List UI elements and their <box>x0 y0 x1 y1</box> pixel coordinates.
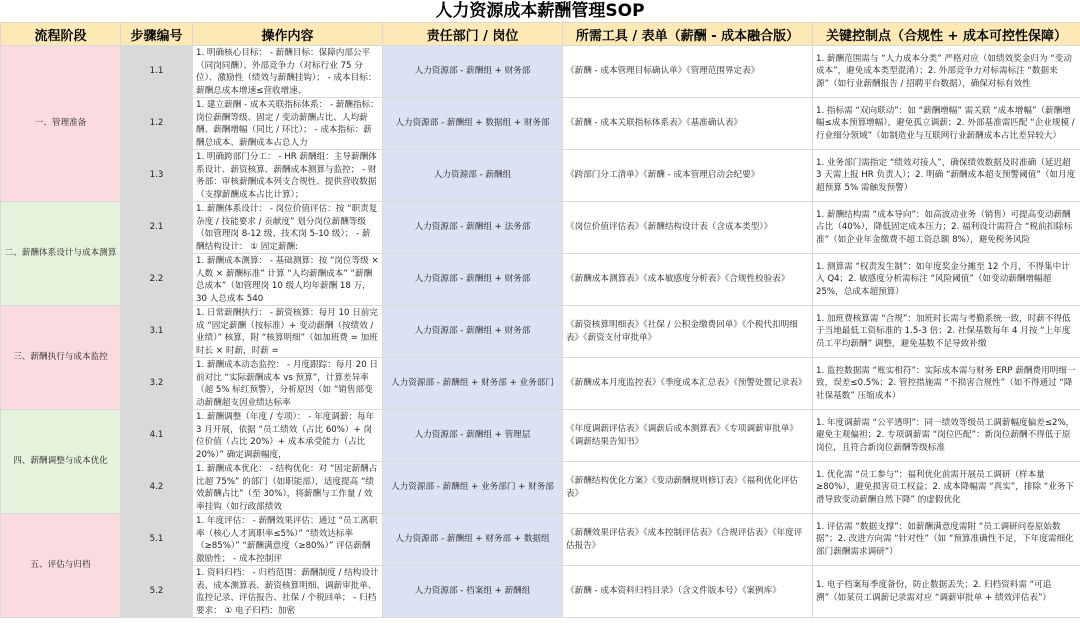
control-cell <box>813 462 1080 514</box>
content-text: 1. 薪酬成本优化： - 结构优化：对 “固定薪酬占比超 75%” 的部门（如职能部），适度提高 “绩效薪酬占比”（至 30%），将薪酬与工作量 / 效率挂钩（如行政部绩效 <box>196 464 378 512</box>
content-cell <box>193 306 383 358</box>
tools-cell: 《薪酬 - 成本资料归档目录》（含文件版本号）《案例库》 <box>563 566 813 618</box>
table-row <box>1 98 1080 150</box>
control-text: 1. 评估需 “数据支撑”：如薪酬满意度需附 “员工调研问卷原始数据”；2. 改进方向需 “针对性”（如 “预算准确性不足，下年度需细化部门薪酬需求调研”） <box>816 521 1074 557</box>
content-text: 1. 年度评估： - 薪酬效果评估：通过 “员工离职率（核心人才离职率≤5%）” “绩效达标率（≥85%）” “薪酬满意度（≥80%）” 评估薪酬激励性； - 成本控制评 <box>196 516 378 564</box>
stage-cell: 四、薪酬调整与成本优化 <box>1 410 121 514</box>
header-content: 操作内容 <box>193 23 383 46</box>
control-cell <box>813 46 1080 98</box>
dept-cell: 人力资源部 - 薪酬组 + 财务部 + 业务部门 <box>383 358 563 410</box>
sop-table <box>0 22 1080 618</box>
content-cell <box>193 566 383 618</box>
dept-cell: 人力资源部 - 薪酬组 + 财务部 <box>383 306 563 358</box>
stage-cell: 五、评估与归档 <box>1 514 121 618</box>
content-cell <box>193 462 383 514</box>
step-cell: 4.1 <box>121 410 193 462</box>
tools-cell: 《薪资核算明细表》《社保 / 公积金缴费回单》《个税代扣明细表》《薪资支付审批单》 <box>563 306 813 358</box>
tools-cell: 《跨部门分工清单》《薪酬 - 成本管理启动会纪要》 <box>563 150 813 202</box>
control-text: 1. 加班费核算需 “合规”：加班时长需与考勤系统一致，时薪不得低于当地最低工资标准的 1.5-3 倍；2. 社保基数每年 4 月按 “上年度员工平均薪酬” 调整，避免基数不足导致补缴 <box>816 313 1071 349</box>
dept-cell: 人力资源部 - 薪酬组 + 财务部 <box>383 46 563 98</box>
step-cell: 5.1 <box>121 514 193 566</box>
control-cell <box>813 566 1080 618</box>
page-title: 人力资源成本薪酬管理SOP <box>435 1 645 21</box>
tools-cell: 《岗位价值评估表》《薪酬结构设计表（含成本类型）》 <box>563 202 813 254</box>
header-control: 关键控制点（合规性 + 成本可控性保障） <box>813 23 1080 46</box>
control-text: 1. 监控数据需 “账实相符”：实际成本需与财务 ERP 薪酬费用明细一致，误差≤0.5%；2. 管控措施需 “不损害合规性”（如不得通过 “降社保基数” 压缩成本） <box>816 365 1076 401</box>
stage-cell: 二、薪酬体系设计与成本测算 <box>1 202 121 306</box>
control-text: 1. 业务部门需指定 “绩效对接人”，确保绩效数据及时准确（延迟超 3 天需上报 HR 负责人）；2. 明确 “薪酬成本超支预警阈值”（如月度超预算 5% 需触发预警） <box>816 157 1076 193</box>
stage-cell: 一、管理准备 <box>1 46 121 202</box>
step-cell: 3.1 <box>121 306 193 358</box>
content-text: 1. 日常薪酬执行： - 薪资核算：每月 10 日前完成 “固定薪酬（按标准）+ 变动薪酬（按绩效 / 业绩）” 核算，附 “核算明细”（如加班费 = 加班时长 × 时薪，时薪 = <box>196 308 378 356</box>
control-cell <box>813 514 1080 566</box>
table-row <box>1 358 1080 410</box>
control-cell <box>813 410 1080 462</box>
header-stage: 流程阶段 <box>1 23 121 46</box>
content-text: 1. 薪酬调整（年度 / 专项）： - 年度调薪：每年 3 月开展，依据 “员工绩效（占比 60%）+ 岗位价值（占比 20%）+ 成本承受能力（占比 20%）” 确定调薪幅度， <box>196 412 375 460</box>
content-cell <box>193 202 383 254</box>
content-text: 1. 明确核心目标： - 薪酬目标：保障内部公平（同岗同酬）、外部竞争力（对标行业 75 分位）、激励性（绩效与薪酬挂钩）； - 成本目标：薪酬总成本增速≤营收增速、 <box>196 48 377 96</box>
control-cell <box>813 150 1080 202</box>
content-cell <box>193 98 383 150</box>
step-cell: 4.2 <box>121 462 193 514</box>
content-cell <box>193 410 383 462</box>
content-text: 1. 建立薪酬 - 成本关联指标体系： - 薪酬指标：岗位薪酬等级、固定 / 变动薪酬占比、人均薪酬、薪酬增幅（同比 / 环比）； - 成本指标：薪酬总成本、薪酬成本占总人力 <box>196 100 379 148</box>
control-text: 1. 指标需 “双向联动”：如 “薪酬增幅” 需关联 “成本增幅”（薪酬增幅≤成本预算增幅），避免孤立调薪；2. 外部基准需匹配 “企业规模 / 行业细分领域”（如制造业与互联网行业薪酬成本占比差异较大） <box>816 105 1075 141</box>
header-step: 步骤编号 <box>121 23 193 46</box>
dept-cell: 人力资源部 - 薪酬组 + 法务部 <box>383 202 563 254</box>
dept-cell: 人力资源部 - 薪酬组 + 财务部 <box>383 254 563 306</box>
control-text: 1. 年度调薪需 “公平透明”：同一绩效等级员工调薪幅度偏差≤2%，避免主观偏袒；2. 专项调薪需 “岗位匹配”：新岗位薪酬不得低于原岗位，且符合新岗位薪酬等级标准 <box>816 417 1075 453</box>
content-cell <box>193 358 383 410</box>
tools-cell: 《薪酬 - 成本关联指标体系表》《基准确认表》 <box>563 98 813 150</box>
control-text: 1. 优化需 “员工参与”：福利优化前需开展员工调研（样本量≥80%），避免损害员工权益；2. 成本降幅需 “真实”，排除 “业务下滑导致变动薪酬自然下降” 的虚假优化 <box>816 469 1075 505</box>
content-text: 1. 薪酬成本动态监控： - 月度跟踪：每月 20 日前对比 “实际薪酬成本 vs 预算”，计算差异率（超 5% 标红预警），分析原因（如 “销售部变动薪酬超支因业绩达标率 <box>196 360 378 408</box>
content-text: 1. 明确跨部门分工： - HR 薪酬组：主导薪酬体系设计、薪资核算、薪酬成本测算与监控； - 财务部：审核薪酬成本列支合规性、提供营收数据（支撑薪酬成本占比计算）； <box>196 152 377 200</box>
header-row <box>1 23 1080 46</box>
control-cell <box>813 306 1080 358</box>
table-row <box>1 514 1080 566</box>
table-row <box>1 566 1080 618</box>
content-cell <box>193 46 383 98</box>
tools-cell: 《年度调薪评估表》《调薪后成本测算表》《专项调薪审批单》《调薪结果告知书》 <box>563 410 813 462</box>
table-row <box>1 306 1080 358</box>
tools-cell: 《薪酬结构优化方案》《变动薪酬规则修订表》《福利优化评估表》 <box>563 462 813 514</box>
control-cell <box>813 254 1080 306</box>
control-text: 1. 薪酬结构需 “成本导向”：如高波动业务（销售）可提高变动薪酬占比（40%），降低固定成本压力；2. 福利设计需符合 “税前扣除标准”（如企业年金缴费不超工资总额 8%），避免税务风险 <box>816 209 1073 245</box>
table-row <box>1 254 1080 306</box>
content-cell <box>193 150 383 202</box>
tools-cell: 《薪酬效果评估表》《成本控制评估表》《合规评估表》《年度评估报告》 <box>563 514 813 566</box>
step-cell: 2.1 <box>121 202 193 254</box>
dept-cell: 人力资源部 - 薪酬组 + 管理层 <box>383 410 563 462</box>
dept-cell: 人力资源部 - 薪酬组 + 业务部门 + 财务部 <box>383 462 563 514</box>
dept-cell: 人力资源部 - 档案组 + 薪酬组 <box>383 566 563 618</box>
step-cell: 1.3 <box>121 150 193 202</box>
dept-cell: 人力资源部 - 薪酬组 + 数据组 + 财务部 <box>383 98 563 150</box>
table-row <box>1 202 1080 254</box>
step-cell: 1.2 <box>121 98 193 150</box>
content-text: 1. 薪酬体系设计： - 岗位价值评估：按 “职责复杂度 / 技能要求 / 贡献度” 划分岗位薪酬等级（如管理岗 8-12 级、技术岗 5-10 级）； - 薪酬结构设计： ① 固定薪酬: <box>196 204 378 252</box>
stage-cell: 三、薪酬执行与成本监控 <box>1 306 121 410</box>
table-row <box>1 410 1080 462</box>
content-cell <box>193 514 383 566</box>
content-cell <box>193 254 383 306</box>
table-row <box>1 150 1080 202</box>
tools-cell: 《薪酬成本测算表》《成本敏感度分析表》《合规性校验表》 <box>563 254 813 306</box>
control-cell <box>813 358 1080 410</box>
header-tools: 所需工具 / 表单（薪酬 - 成本融合版） <box>563 23 813 46</box>
control-text: 1. 薪酬范围需与 “人力成本分类” 严格对应（如绩效奖金归为 “变动成本”，避免成本类型混淆）；2. 外部竞争力对标需标注 “数据来源”（如行业薪酬报告 / 招聘平台数据），确保对标有效性 <box>816 53 1072 89</box>
control-cell <box>813 202 1080 254</box>
control-cell <box>813 98 1080 150</box>
tools-cell: 《薪酬成本月度监控表》《季度成本汇总表》《预警处置记录表》 <box>563 358 813 410</box>
control-text: 1. 测算需 “权责发生制”：如年度奖金分摊至 12 个月，不得集中计入 Q4；2. 敏感度分析需标注 “风险阈值”（如变动薪酬增幅超 25%，总成本超预算） <box>816 261 1070 297</box>
content-text: 1. 资料归档： - 归档范围：薪酬制度 / 结构设计表、成本测算表、薪资核算明细、调薪审批单、监控记录、评估报告、社保 / 个税回单； - 归档要求： ① 电子归档：加密 <box>196 568 379 616</box>
table-row <box>1 46 1080 98</box>
content-text: 1. 薪酬成本测算： - 基础测算：按 “岗位等级 × 人数 × 薪酬标准” 计算 “人均薪酬成本” “薪酬总成本”（如管理岗 10 级人均年薪酬 18 万，30 人总成本 540 <box>196 256 379 304</box>
dept-cell: 人力资源部 - 薪酬组 <box>383 150 563 202</box>
control-text: 1. 电子档案每季度备份，防止数据丢失；2. 归档资料需 “可追溯”（如某员工调薪记录需对应 “调薪审批单 + 绩效评估表”） <box>816 579 1052 603</box>
tools-cell: 《薪酬 - 成本管理目标确认单》《管理范围界定表》 <box>563 46 813 98</box>
step-cell: 3.2 <box>121 358 193 410</box>
step-cell: 2.2 <box>121 254 193 306</box>
step-cell: 5.2 <box>121 566 193 618</box>
dept-cell: 人力资源部 - 薪酬组 + 财务部 + 数据组 <box>383 514 563 566</box>
header-dept: 责任部门 / 岗位 <box>383 23 563 46</box>
table-row <box>1 462 1080 514</box>
step-cell: 1.1 <box>121 46 193 98</box>
